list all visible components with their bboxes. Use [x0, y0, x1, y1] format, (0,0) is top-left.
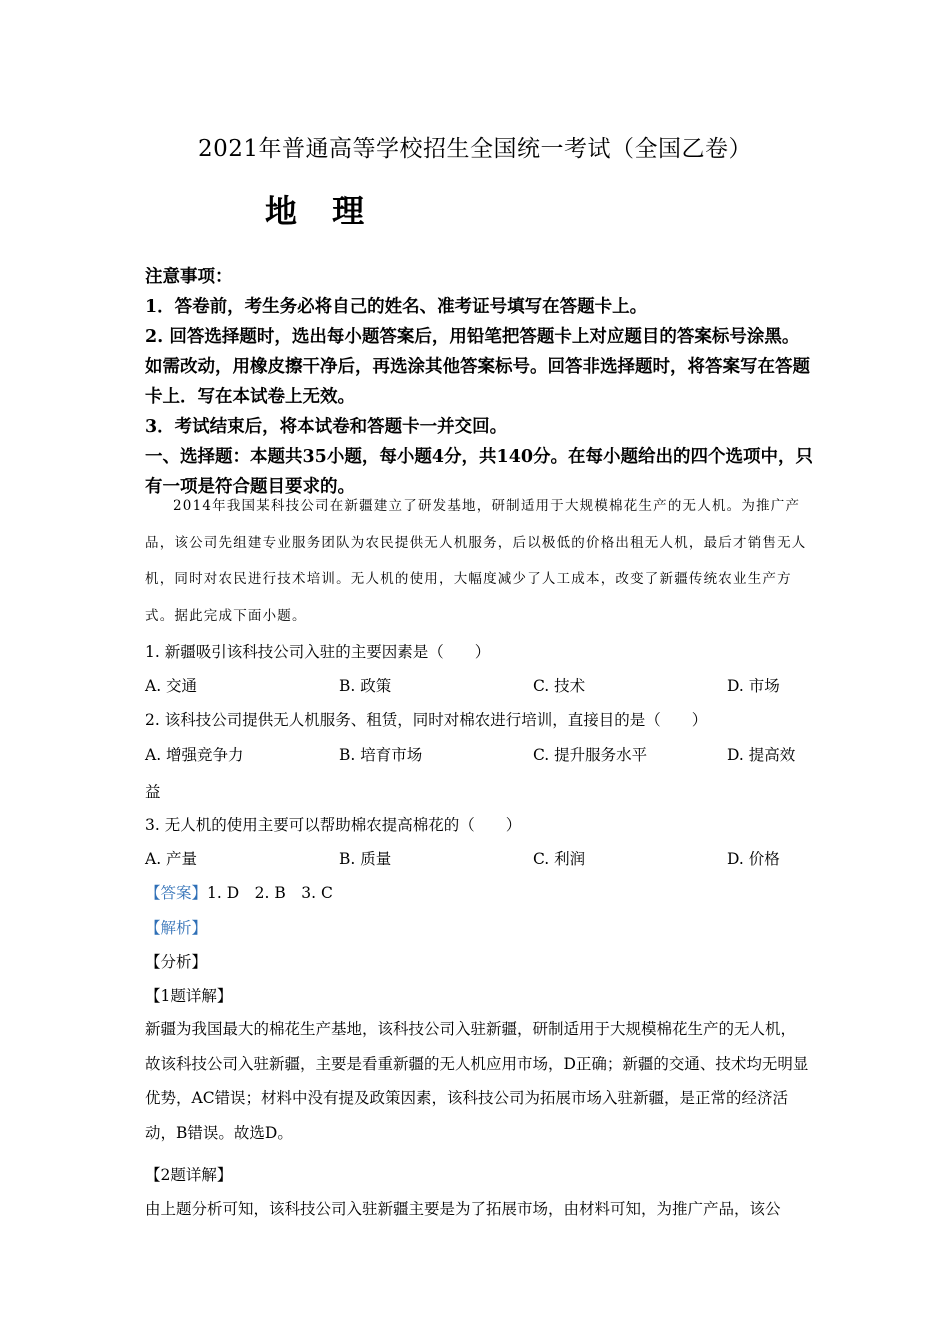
question-1-option-c: C. 技术	[533, 677, 586, 695]
q2-detail-label: 【2题详解】	[145, 1166, 233, 1184]
subject-title: 地 理	[265, 192, 377, 230]
question-1-stem: 1. 新疆吸引该科技公司入驻的主要因素是（ ）	[145, 643, 491, 661]
answer-value: 1. D 2. B 3. C	[207, 884, 333, 902]
instructions-heading: 注意事项：	[145, 267, 233, 287]
analysis-label: 【解析】	[145, 919, 208, 937]
question-2-option-c: C. 提升服务水平	[533, 746, 648, 764]
answer-line	[145, 881, 333, 903]
answer-label: 【答案】	[145, 884, 208, 902]
question-3-option-d: D. 价格	[727, 850, 780, 868]
instruction-item-3: 3．考试结束后，将本试卷和答题卡一并交回。	[145, 417, 508, 437]
reading-passage	[145, 488, 810, 634]
question-3-option-b: B. 质量	[339, 850, 392, 868]
question-2-option-d-wrap: 益	[145, 783, 161, 801]
question-3-option-c: C. 利润	[533, 850, 586, 868]
fenxi-label: 【分析】	[145, 953, 208, 971]
exam-title: 2021年普通高等学校招生全国统一考试（全国乙卷）	[197, 136, 753, 162]
section-heading: 一、选择题：本题共35小题，每小题4分，共140分。在每小题给出的四个选项中，只有一项是符合题目要求的。	[145, 447, 814, 497]
q1-detail-text: 新疆为我国最大的棉花生产基地，该科技公司入驻新疆，研制适用于大规模棉花生产的无人机，故该科技公司入驻新疆，主要是看重新疆的无人机应用市场，D正确；新疆的交通、技术均无明显优势，AC错误；材料中没有提及政策因素，该科技公司为拓展市场入驻新疆，是正常的经济活动，B错误。故选D。	[145, 1020, 809, 1142]
question-2-stem: 2. 该科技公司提供无人机服务、租赁，同时对棉农进行培训，直接目的是（ ）	[145, 711, 708, 729]
instruction-item-1: 1．答卷前，考生务必将自己的姓名、准考证号填写在答题卡上。	[145, 297, 648, 317]
question-1-option-b: B. 政策	[339, 677, 392, 695]
question-2-option-d: D. 提高效	[727, 746, 796, 764]
instruction-item-2: 2. 回答选择题时，选出每小题答案后，用铅笔把答题卡上对应题目的答案标号涂黑。如需改动，用橡皮擦干净后，再选涂其他答案标号。回答非选择题时，将答案写在答题卡上．写在本试卷上无效。	[145, 327, 810, 407]
question-2-option-a: A. 增强竞争力	[145, 746, 244, 764]
question-1-option-a: A. 交通	[145, 677, 198, 695]
question-3-option-a: A. 产量	[145, 850, 198, 868]
question-1-option-d: D. 市场	[727, 677, 780, 695]
question-3-stem: 3. 无人机的使用主要可以帮助棉农提高棉花的（ ）	[145, 816, 522, 834]
q2-detail-text: 由上题分析可知，该科技公司入驻新疆主要是为了拓展市场，由材料可知，为推广产品，该公	[145, 1200, 781, 1218]
instructions	[145, 262, 815, 502]
question-2-option-b: B. 培育市场	[339, 746, 423, 764]
passage-text: 2014年我国某科技公司在新疆建立了研发基地，研制适用于大规模棉花生产的无人机。为推广产品，该公司先组建专业服务团队为农民提供无人机服务，后以极低的价格出租无人机，最后才销售无人机，同时对农民进行技术培训。无人机的使用，大幅度减少了人工成本，改变了新疆传统农业生产方式。据此完成下面小题。	[145, 498, 807, 624]
q1-detail-label: 【1题详解】	[145, 987, 233, 1005]
